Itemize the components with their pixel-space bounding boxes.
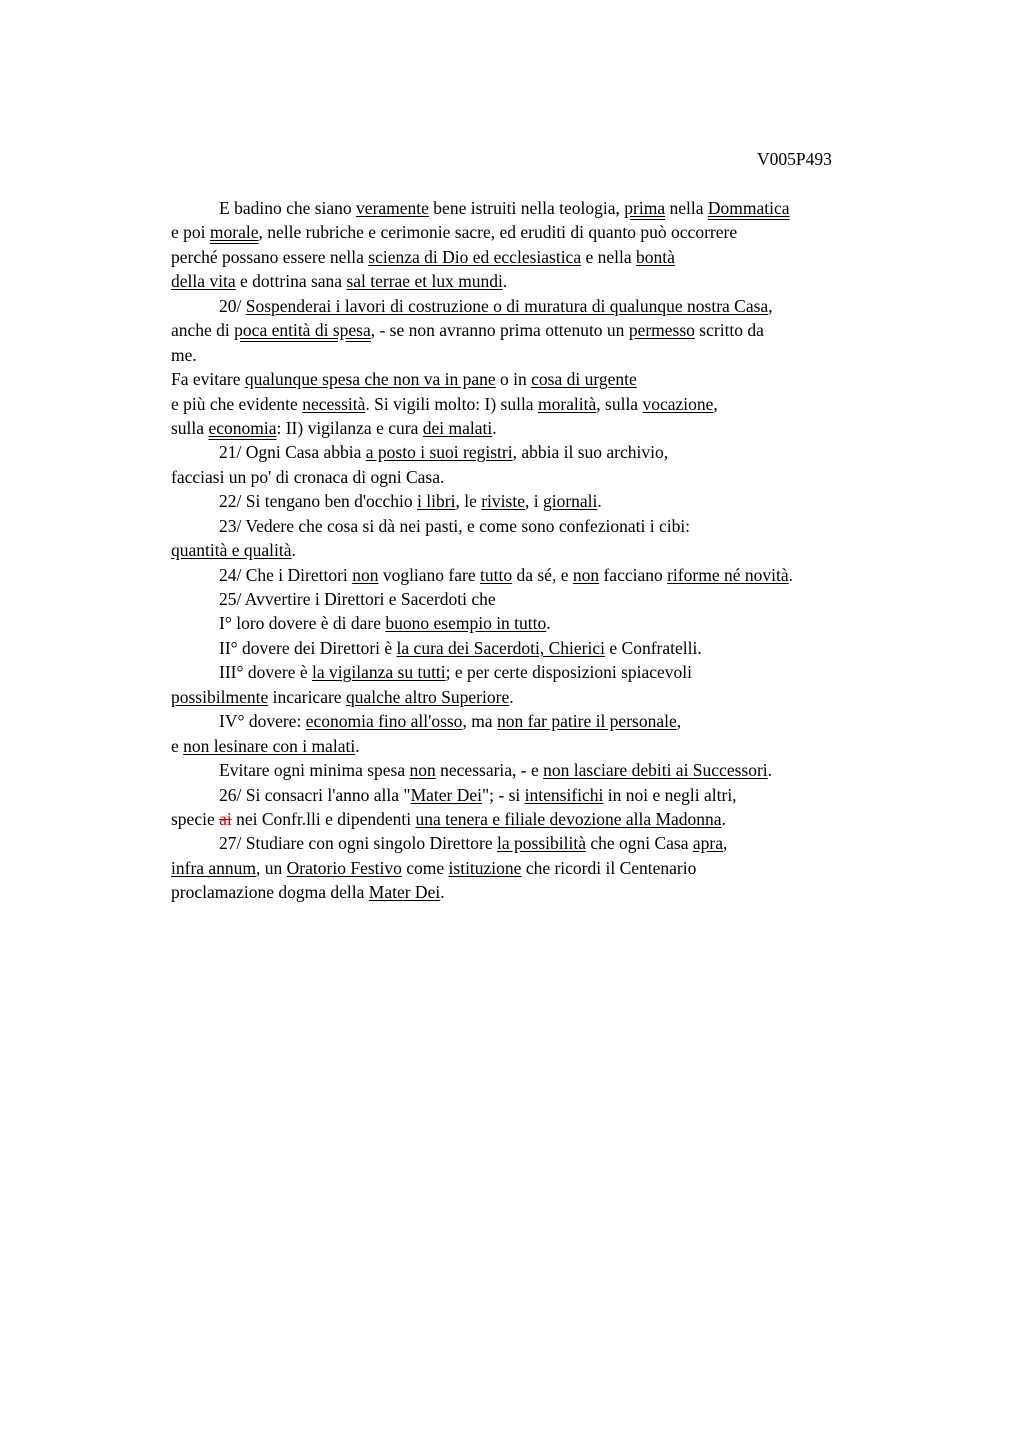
underlined-text: prima [624, 198, 666, 218]
underlined-text: qualche altro Superiore [345, 686, 510, 707]
text-line [171, 563, 793, 587]
text-segment: : II) vigilanza e cura [276, 417, 423, 438]
text-segment: vogliano fare [378, 564, 480, 585]
underlined-text: permesso [628, 320, 695, 341]
underlined-text: necessità [302, 393, 366, 414]
underlined-text: Dommatica [707, 198, 790, 218]
underlined-text: tutto [480, 564, 513, 585]
text-line [171, 489, 793, 513]
underlined-text: riviste [481, 491, 525, 512]
underlined-text: Oratorio Festivo [286, 857, 402, 878]
text-segment: che ogni Casa [585, 833, 693, 854]
underlined-text: Mater Dei [368, 882, 441, 903]
text-line [171, 685, 793, 709]
text-segment: 20/ [219, 295, 246, 316]
underlined-text: infra annum [171, 857, 257, 878]
underlined-text: non lesinare con i malati [183, 735, 356, 756]
underlined-text: Mater Dei [410, 784, 483, 805]
text-line [171, 856, 793, 880]
text-segment: e nella [581, 246, 636, 267]
text-segment: e più che evidente [171, 393, 303, 414]
text-segment: 23/ Vedere che cosa si dà nei pasti, e come sono confezionati i cibi: [219, 515, 691, 536]
document-body [171, 196, 793, 905]
text-segment: 24/ Che i Direttori [219, 564, 353, 585]
underlined-text: la vigilanza su tutti [312, 662, 446, 683]
underlined-text: buono esempio in tutto [385, 613, 547, 634]
text-line [171, 294, 793, 318]
text-segment: . [502, 271, 508, 292]
text-line [171, 783, 793, 807]
text-line [171, 758, 793, 782]
underlined-text: veramente [356, 198, 429, 218]
text-segment: me. [171, 344, 197, 365]
text-segment: "; - si [482, 784, 525, 805]
text-segment: . [440, 882, 445, 903]
text-segment: . [767, 760, 773, 781]
text-line [171, 343, 793, 367]
text-segment: , [676, 711, 682, 732]
text-segment: e [171, 735, 184, 756]
text-line [171, 636, 793, 660]
text-line [171, 660, 793, 684]
text-line [171, 318, 793, 342]
underlined-text: dei malati [422, 417, 493, 438]
text-segment: , [768, 295, 773, 316]
text-segment: ; e per certe disposizioni spiacevoli [445, 662, 693, 683]
text-segment: , i [524, 491, 543, 512]
underlined-text: non lasciare debiti ai Successori [543, 760, 768, 781]
underlined-text: quantità e qualità [171, 540, 292, 561]
underlined-text: apra [692, 833, 724, 854]
text-segment: I° loro dovere è di dare [219, 613, 386, 634]
text-segment: necessaria, - e [435, 760, 544, 781]
text-line [171, 392, 793, 416]
text-segment: facciasi un po' di cronaca di ogni Casa. [171, 466, 445, 487]
text-line [171, 245, 793, 269]
underlined-text: poca entità di spesa [234, 320, 371, 341]
underlined-text: economia [208, 417, 277, 438]
text-segment: IV° dovere: [219, 711, 306, 732]
text-line [171, 880, 793, 904]
text-segment: in noi e negli altri, [603, 784, 737, 805]
underlined-text: non [409, 760, 436, 781]
text-segment: bene istruiti nella teologia, [428, 198, 625, 218]
text-line [171, 807, 793, 831]
text-segment: . [597, 491, 602, 512]
underlined-text: moralità [537, 393, 597, 414]
text-segment: incaricare [268, 686, 346, 707]
text-segment: o in [495, 369, 532, 390]
underlined-text: i libri [417, 491, 456, 512]
text-segment: . [291, 540, 296, 561]
text-segment: , abbia il suo archivio, [512, 442, 669, 463]
underlined-text: sal terrae et lux mundi [346, 271, 503, 292]
text-line [171, 538, 793, 562]
text-line [171, 416, 793, 440]
underlined-text: giornali [542, 491, 598, 512]
text-segment: proclamazione dogma della [171, 882, 369, 903]
text-segment: III° dovere è [219, 662, 312, 683]
underlined-text: istituzione [448, 857, 522, 878]
text-segment: II° dovere dei Direttori è [219, 637, 397, 658]
text-segment: 26/ Si consacri l'anno alla " [219, 784, 411, 805]
text-segment: , ma [462, 711, 497, 732]
underlined-text: economia fino all'osso [305, 711, 463, 732]
deleted-text: ai [219, 808, 232, 829]
text-line [171, 734, 793, 758]
text-segment: . Si vigili molto: I) sulla [365, 393, 538, 414]
text-segment: scritto da [694, 320, 764, 341]
underlined-text: qualunque spesa che non va in pane [244, 369, 496, 390]
text-segment: specie [171, 808, 220, 829]
underlined-text: la cura dei Sacerdoti, Chierici [396, 637, 606, 658]
text-segment: , sulla [596, 393, 643, 414]
text-segment: , le [455, 491, 482, 512]
underlined-text: possibilmente [171, 686, 269, 707]
underlined-text: cosa di urgente [531, 369, 637, 390]
text-segment: , [723, 833, 728, 854]
text-segment: facciano [599, 564, 668, 585]
text-segment: come [401, 857, 449, 878]
text-segment: , un [256, 857, 287, 878]
text-segment: , [713, 393, 718, 414]
text-segment: 21/ Ogni Casa abbia [219, 442, 366, 463]
text-line [171, 367, 793, 391]
underlined-text: vocazione [642, 393, 714, 414]
underlined-text: morale [209, 222, 259, 243]
text-segment: . [509, 686, 514, 707]
text-line [171, 269, 793, 293]
text-segment: da sé, e [512, 564, 573, 585]
text-segment: . [355, 735, 360, 756]
underlined-text: scienza di Dio ed ecclesiastica [368, 246, 582, 267]
text-line [171, 709, 793, 733]
text-segment: . [788, 564, 793, 585]
text-line [171, 611, 793, 635]
text-segment: Fa evitare [171, 369, 245, 390]
text-segment: , - se non avranno prima ottenuto un [370, 320, 629, 341]
underlined-text: una tenera e filiale devozione alla Madonna [415, 808, 722, 829]
underlined-text: della vita [171, 271, 236, 292]
text-segment: . [546, 613, 551, 634]
text-segment: perché possano essere nella [171, 246, 369, 267]
text-segment: e dottrina sana [235, 271, 347, 292]
text-segment: 27/ Studiare con ogni singolo Direttore [219, 833, 498, 854]
underlined-text: non [352, 564, 379, 585]
text-segment: nella [665, 198, 708, 218]
text-segment: . [492, 417, 497, 438]
page-identifier: V005P493 [757, 149, 832, 169]
underlined-text: la possibilità [497, 833, 586, 854]
text-segment: anche di [171, 320, 235, 341]
underlined-text: a posto i suoi registri [365, 442, 513, 463]
text-line [171, 587, 793, 611]
underlined-text: riforme né novità [667, 564, 789, 585]
text-segment: , nelle rubriche e cerimonie sacre, ed eruditi di quanto può occorrere [258, 222, 738, 243]
text-segment: . [721, 808, 726, 829]
text-segment: nei Confr.lli e dipendenti [231, 808, 416, 829]
text-segment: 22/ Si tengano ben d'occhio [219, 491, 418, 512]
text-segment: e poi [171, 222, 210, 243]
underlined-text: non [572, 564, 600, 585]
text-line [171, 440, 793, 464]
text-line [171, 514, 793, 538]
underlined-text: non far patire il personale [496, 711, 677, 732]
text-line [171, 220, 793, 244]
text-line [171, 831, 793, 855]
underlined-text: intensifichi [524, 784, 604, 805]
text-segment: e Confratelli. [605, 637, 702, 658]
text-segment: che ricordi il Centenario [521, 857, 697, 878]
underlined-text: Sospenderai i lavori di costruzione o di muratura di qualunque nostra Casa [245, 295, 769, 316]
text-line [171, 196, 793, 220]
underlined-text: bontà [636, 246, 675, 267]
text-segment: E badino che siano [219, 198, 357, 218]
text-line [171, 465, 793, 489]
text-segment: sulla [171, 417, 209, 438]
text-segment: 25/ Avvertire i Direttori e Sacerdoti che [219, 589, 496, 609]
text-segment: Evitare ogni minima spesa [219, 760, 410, 781]
